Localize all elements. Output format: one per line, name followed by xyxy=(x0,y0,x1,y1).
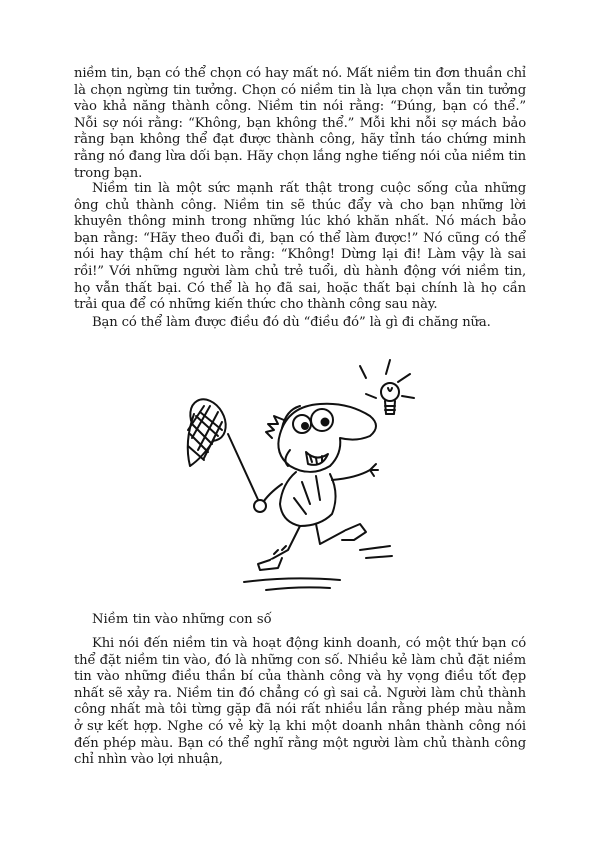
butterfly-net-icon xyxy=(183,393,260,504)
paragraph-3: Bạn có thể làm được điều đó dù “điều đó” là gì đi chăng nữa. xyxy=(92,315,491,330)
cartoon-head xyxy=(266,404,376,472)
cartoon-legs xyxy=(258,524,366,570)
paragraph-4: Khi nói đến niềm tin và hoạt động kinh doanh, có một thứ bạn có thể đặt niềm tin vào, đó là những con số. Nhiều kẻ làm chủ đặt niềm tin vào những điều thần bí của thành công và hy vọng điều tốt đẹp nhất sẽ xảy ra. Niềm tin đó chẳng có gì sai cả. Người làm chủ thành công nhất mà tôi từng gặp đã nói rất nhiều lần rằng phép màu nằm ở sự kết hợp. Nghe có vẻ kỳ lạ khi một doanh nhân thành công nói đến phép màu. Bạn có thể nghĩ rằng một người làm chủ thành công chỉ nhìn vào lợi nhuận, xyxy=(74,636,526,768)
section-heading: Niềm tin vào những con số xyxy=(92,612,272,627)
paragraph-2: Niềm tin là một sức mạnh rất thật trong cuộc sống của những ông chủ thành công. Niềm tin sẽ thúc đẩy và cho bạn những lời khuyên thông minh trong những lúc khó khăn nhất. Nó mách bảo bạn rằng: “Hãy theo đuổi đi, bạn có thể làm được!” Nó cũng có thể nói hay thậm chí hét to rằng: “Không! Dừng lại đi! Làm vậy là sai rồi!” Với những người làm chủ trẻ tuổi, dù hành động với niềm tin, họ vẫn thất bại. Có thể là họ đã sai, hoặc thất bại chính là họ cần trải qua để có những kiến thức cho thành công sau này. xyxy=(74,181,526,313)
paragraph-1: niềm tin, bạn có thể chọn có hay mất nó. Mất niềm tin đơn thuần chỉ là chọn ngừng tin tưởng. Chọn có niềm tin là lựa chọn vẫn tin tưởng vào khả năng thành công. Niềm tin nói rằng: “Đúng, bạn có thể.” Nỗi sợ nói rằng: “Không, bạn không thể.” Mỗi khi nỗi sợ mách bảo rằng bạn không thể đạt được thành công, hãy tỉnh táo chứng minh rằng nó đang lừa dối bạn. Hãy chọn lắng nghe tiếng nói của niềm tin trong bạn. xyxy=(74,66,526,181)
cartoon-body xyxy=(254,464,378,526)
light-bulb-icon xyxy=(381,383,399,414)
running-man-illustration xyxy=(170,354,420,594)
